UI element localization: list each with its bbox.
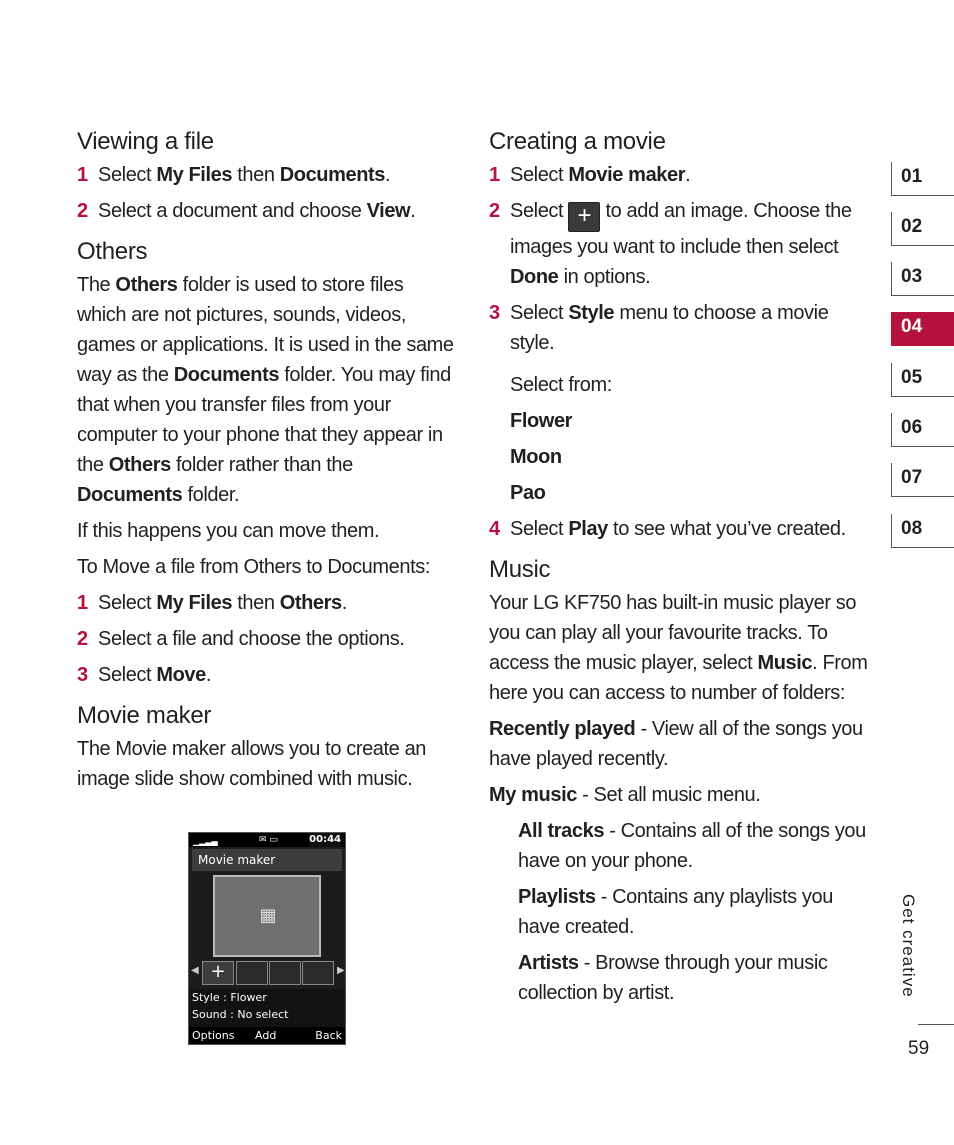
phone-title: Movie maker (192, 849, 342, 871)
softkey-options: Options (192, 1029, 235, 1042)
chapter-tab-08[interactable]: 08 (891, 514, 954, 548)
creating-steps-cont (489, 514, 874, 544)
creating-steps (489, 160, 874, 358)
chapter-tab-04[interactable]: 04 (891, 312, 954, 346)
style-option: Moon (510, 446, 562, 468)
others-steps (77, 588, 457, 690)
section-music (489, 556, 874, 1008)
heading-movie-maker: Movie maker (77, 702, 212, 729)
phone-info (189, 989, 346, 1027)
paragraph: Your LG KF750 has built-in music player so you can play all your favourite tracks. To access the music player, select Music. From here you can access to number of folders: (489, 592, 868, 704)
heading-creating-a-movie: Creating a movie (489, 128, 666, 155)
chapter-tab-07[interactable]: 07 (891, 463, 954, 497)
arrow-right-icon: ▶ (337, 965, 345, 976)
list-item: 2 Select a file and choose the options. (77, 628, 405, 650)
paragraph: To Move a file from Others to Documents: (77, 556, 431, 578)
section-others (77, 238, 457, 690)
list-item: 3 Select Move. (77, 664, 212, 686)
thumbnail-strip (189, 961, 345, 985)
sound-line: Sound : No select (192, 1008, 289, 1021)
list-item: 2 Select + to add an image. Choose the images you want to include then select Done in options. (489, 200, 852, 288)
paragraph: The Movie maker allows you to create an image slide show combined with music. (77, 738, 427, 790)
left-column (77, 128, 457, 804)
image-preview (213, 875, 321, 957)
right-column (489, 128, 874, 1018)
style-options (510, 406, 874, 508)
list-item: 1 Select My Files then Others. (77, 592, 347, 614)
divider (918, 1024, 954, 1025)
section-creating-a-movie (489, 128, 874, 544)
list-item: 4 Select Play to see what you’ve created. (489, 518, 846, 540)
list-item: 1 Select My Files then Documents. (77, 164, 391, 186)
phone-status-bar (189, 833, 345, 847)
paragraph: Artists - Browse through your music collection by artist. (518, 952, 828, 1004)
chapter-tab-01[interactable]: 01 (891, 162, 954, 196)
image-slot (302, 961, 334, 985)
heading-others: Others (77, 238, 148, 265)
list-item: 2 Select a document and choose View. (77, 200, 416, 222)
viewing-steps (77, 160, 457, 226)
phone-softkeys (189, 1027, 345, 1044)
heading-music: Music (489, 556, 551, 583)
add-image-slot: + (202, 961, 234, 985)
chapter-tab-02[interactable]: 02 (891, 212, 954, 246)
message-icon: ✉ ▭ (259, 835, 278, 845)
paragraph: The Others folder is used to store files which are not pictures, sounds, videos, games or applications. It is used in the same way as the Documents folder. You may find that when you transfer files from your computer to your phone that they appear in the Others folder rather than the Documents folder. (77, 274, 454, 506)
paragraph: Playlists - Contains any playlists you have created. (518, 886, 833, 938)
chapter-tab-06[interactable]: 06 (891, 413, 954, 447)
paragraph: If this happens you can move them. (77, 520, 380, 542)
film-icon: ▦ (259, 905, 277, 926)
page-number: 59 (908, 1038, 930, 1059)
chapter-tab-03[interactable]: 03 (891, 262, 954, 296)
style-line: Style : Flower (192, 991, 267, 1004)
list-item: 1 Select Movie maker. (489, 164, 691, 186)
image-slot (269, 961, 301, 985)
softkey-back: Back (315, 1029, 342, 1042)
style-option: Flower (510, 410, 573, 432)
section-movie-maker (77, 702, 457, 794)
select-from-label: Select from: (510, 374, 612, 396)
phone-time: 00:44 (309, 834, 341, 845)
list-item: 3 Select Style menu to choose a movie style. (489, 302, 829, 354)
image-slot (236, 961, 268, 985)
signal-icon: ▁▂▃▄ (193, 837, 218, 846)
section-title-vertical: Get creative (899, 894, 918, 998)
style-option: Pao (510, 482, 546, 504)
arrow-left-icon: ◀ (191, 965, 199, 976)
plus-icon: + (568, 202, 600, 232)
softkey-add: Add (255, 1029, 277, 1042)
phone-screen-image (188, 832, 346, 1045)
paragraph: Recently played - View all of the songs you have played recently. (489, 718, 863, 770)
chapter-tab-05[interactable]: 05 (891, 363, 954, 397)
paragraph: All tracks - Contains all of the songs you have on your phone. (518, 820, 866, 872)
heading-viewing-a-file: Viewing a file (77, 128, 214, 155)
section-viewing-a-file (77, 128, 457, 226)
paragraph: My music - Set all music menu. (489, 784, 761, 806)
